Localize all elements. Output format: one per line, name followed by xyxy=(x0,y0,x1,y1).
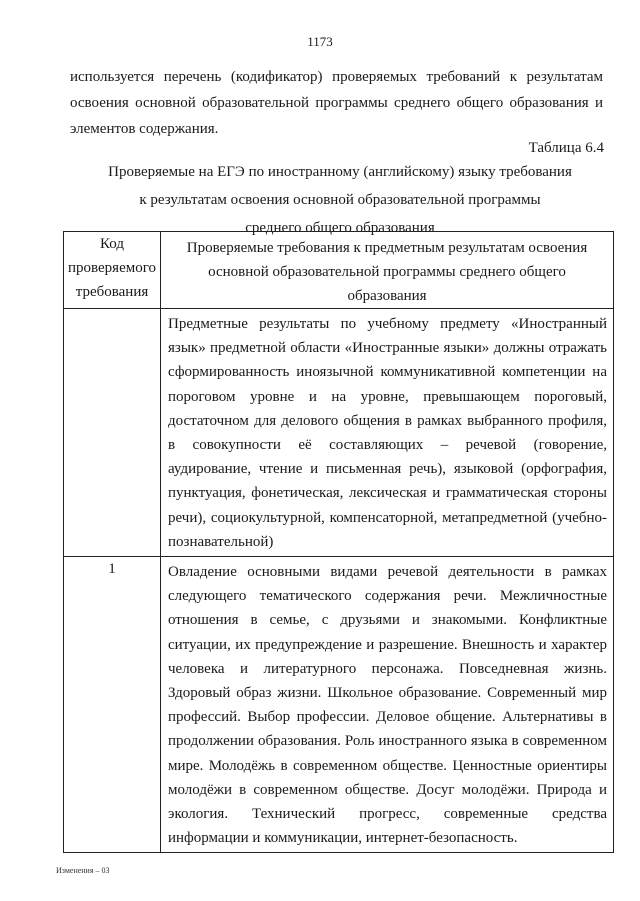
intro-text: используется перечень (кодификатор) проверяемых требований к результатам освоения основной образовательной программы среднего общего образования и элементов содержания. xyxy=(70,69,603,137)
header-requirements-column: Проверяемые требования к предметным результатам освоения основной образовательной программы среднего общего образования xyxy=(161,232,614,309)
row-text: Предметные результаты по учебному предмету «Иностранный язык» предметной области «Иностранные языки» должны отражать сформированность иноязычной коммуникативной компетенции на пороговом уровне и на уровне, превышающем пороговый, достаточном для делового общения в рамках выбранного профиля, в совокупности её составляющих – речевой (говорение, аудирование, чтение и письменная речь), языковой (орфография, пунктуация, фонетическая, лексическая и грамматическая стороны речи), социокультурной, компенсаторной, метапредметной (учебно-познавательной) xyxy=(168,316,607,550)
row-code: 1 xyxy=(64,557,161,853)
caption-line-3: среднего общего образования xyxy=(245,220,435,236)
table-header-row xyxy=(64,232,614,309)
requirements-table xyxy=(63,231,614,853)
row-requirement-text xyxy=(161,557,614,853)
table-label: Таблица 6.4 xyxy=(528,140,604,156)
row-code xyxy=(64,309,161,557)
caption-line-1: Проверяемые на ЕГЭ по иностранному (английскому) языку требования xyxy=(108,164,572,180)
caption-line-2: к результатам освоения основной образовательной программы xyxy=(139,192,541,208)
row-text: Овладение основными видами речевой деятельности в рамках следующего тематического содержания речи. Межличностные отношения в семье, с друзьями и знакомыми. Конфликтные ситуации, их предупреждение и разрешение. Внешность и характер человека и литературного персонажа. Повседневная жизнь. Здоровый образ жизни. Школьное образование. Современный мир профессий. Выбор профессии. Деловое общение. Альтернативы в продолжении образования. Роль иностранного языка в современном мире. Молодёжь в современном обществе. Ценностные ориентиры молодёжи в современном обществе. Досуг молодёжи. Природа и экология. Технический прогресс, современные средства информации и коммуникации, интернет-безопасность. xyxy=(168,564,607,847)
table-caption xyxy=(60,158,620,242)
row-requirement-text xyxy=(161,309,614,557)
footer-revision: Изменения – 03 xyxy=(56,866,110,875)
table-row xyxy=(64,557,614,853)
page-number: 1173 xyxy=(307,34,333,49)
table-row xyxy=(64,309,614,557)
header-code-column: Код проверяемого требования xyxy=(64,232,161,309)
intro-paragraph xyxy=(70,64,603,142)
